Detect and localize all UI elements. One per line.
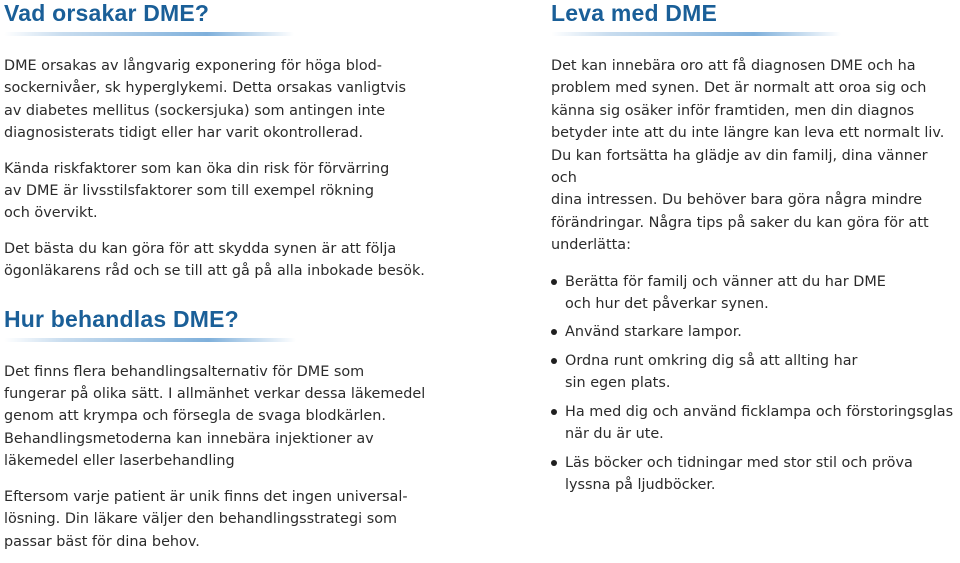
heading-divider	[551, 32, 841, 36]
tips-list	[551, 271, 956, 497]
right-column	[551, 0, 956, 496]
paragraph-risk-factors: Kända riskfaktorer som kan öka din risk för förvärring av DME är livsstilsfaktorer som till exempel rökning och övervikt.	[4, 160, 390, 222]
section-heading-causes: Vad orsakar DME?	[4, 0, 210, 26]
list-item: Ha med dig och använd ficklampa och förstoringsglas när du är ute.	[551, 401, 956, 446]
paragraph-best-protection: Det bästa du kan göra för att skydda synen är att följa ögonläkarens råd och se till att gå på alla inbokade besök.	[4, 240, 425, 280]
paragraph-individual-strategy: Eftersom varje patient är unik finns det ingen universal- lösning. Din läkare väljer den behandlingsstrategi som passar bäst för dina behov.	[4, 488, 408, 550]
section-heading-living: Leva med DME	[551, 0, 718, 26]
section-heading-treatment: Hur behandlas DME?	[4, 305, 239, 332]
paragraph-causes: DME orsakas av långvarig exponering för höga blod- sockernivåer, sk hyperglykemi. Detta orsakas vanligtvis av diabetes mellitus (sockersjuka) som antingen inte diagnosisterats tidigt eller har varit okontrollerad.	[4, 58, 406, 142]
list-item: Ordna runt omkring dig så att allting har sin egen plats.	[551, 350, 956, 395]
heading-divider	[4, 32, 294, 36]
list-item: Använd starkare lampor.	[551, 321, 956, 343]
heading-divider	[4, 338, 296, 342]
paragraph-treatment-options: Det finns flera behandlingsalternativ för DME som fungerar på olika sätt. I allmänhet verkar dessa läkemedel genom att krympa och försegla de svaga blodkärlen. Behandlingsmetoderna kan innebära injektioner av läkemedel eller laserbehandling	[4, 363, 426, 470]
left-column	[4, 0, 434, 553]
paragraph-living-intro: Det kan innebära oro att få diagnosen DME och ha problem med synen. Det är normalt att oroa sig och känna sig osäker inför framtiden, men din diagnos betyder inte att du inte längre kan leva ett normalt liv. Du kan fortsätta ha glädje av din familj, dina vänner och dina intressen. Du behöver bara göra några mindre förändringar. Några tips på saker du kan göra för att underlätta:	[551, 58, 945, 254]
list-item: Läs böcker och tidningar med stor stil och pröva lyssna på ljudböcker.	[551, 452, 956, 497]
list-item: Berätta för familj och vänner att du har DME och hur det påverkar synen.	[551, 271, 956, 316]
